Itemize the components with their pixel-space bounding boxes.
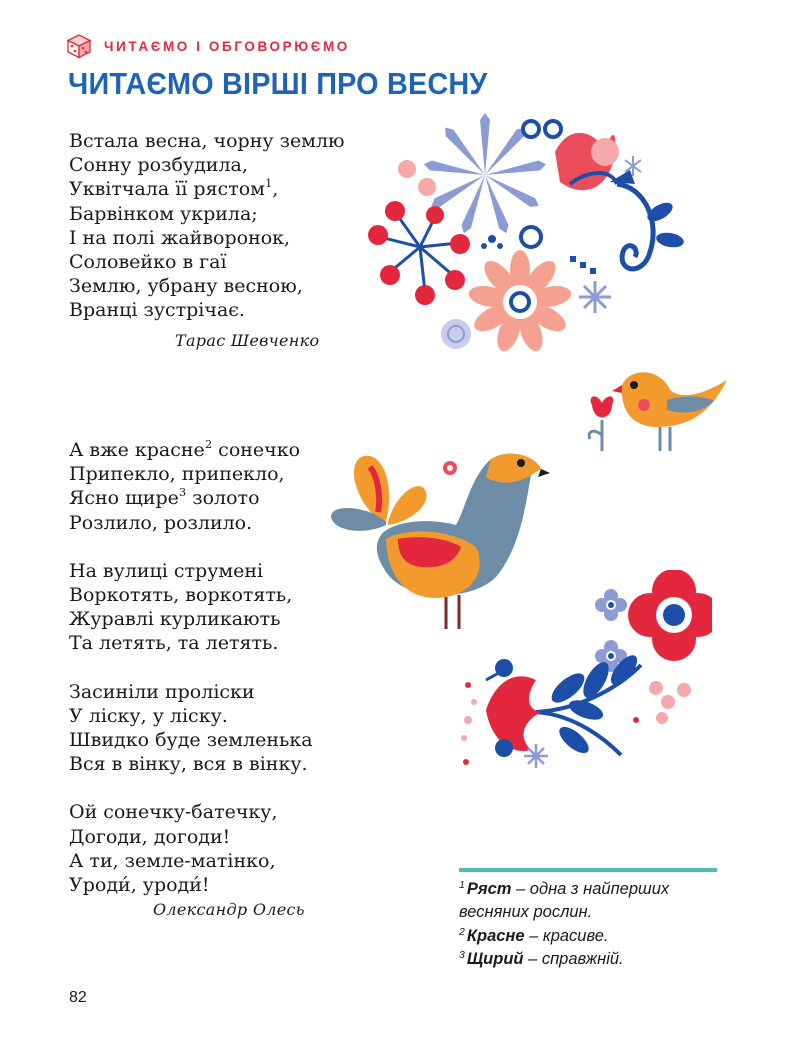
poem-line: Барвінком укрила; [69,202,258,225]
poem-line: Журавлі курликають [69,608,281,631]
cube-icon [66,33,92,59]
poem-line: Розлило, розлило. [69,511,253,534]
poem-line: Соловейко в гаї [69,251,227,274]
poem-line: Швидко буде земленька [69,729,313,752]
poem-line-text: А вже красне [69,439,205,461]
poem-shevchenko [69,129,345,323]
poem-stanza [69,559,313,656]
section-label: ЧИТАЄМО І ОБГОВОРЮЄМО [104,38,350,54]
poem-stanza [69,438,313,535]
poem-line: Припекло, припекло, [69,463,285,486]
poem-line: Догоди, догоди! [69,825,231,848]
poem-line [69,486,313,510]
poem-stanza [69,680,313,777]
footnote-term: Красне [466,926,525,945]
poem-line: Ой сонечку-батечку, [69,801,278,824]
small-bird-illustration [582,365,732,457]
footnote-item [459,948,717,971]
footnotes [459,868,717,972]
poem-line-tail: сонечко [212,439,301,461]
footnote-definition: – справжній. [523,950,624,969]
footnote-item [459,925,717,948]
floral-branch-illustration [456,570,712,775]
poem-line: Та летять, та летять. [69,632,279,655]
footnote-number: 1 [459,879,465,891]
poem-line: А ти, земле-матінко, [69,849,276,872]
section-header [66,33,350,59]
poem-line [69,438,313,462]
poem-author-oles: Олександр Олесь [153,900,305,919]
poem-line: Уроди́, уроди́! [69,874,210,897]
floral-illustration [355,112,700,357]
poem-line-tail: золото [186,487,260,510]
footnote-mark: 1 [264,176,273,191]
poem-line: І на полі жайворонок, [69,226,291,249]
poem-line: Засиніли проліски [69,680,255,703]
footnote-number: 2 [459,925,465,938]
footnote-term: Ряст [466,880,512,898]
poem-stanza [69,800,313,897]
poem-line: Землю, убрану весною, [69,275,303,298]
poem-line: Встала весна, чорну землю [69,130,345,152]
page-number: 82 [69,989,87,1006]
poem-line: Воркотять, воркотять, [69,584,293,607]
poem-author-shevchenko: Тарас Шевченко [175,331,320,350]
footnote-mark: 3 [178,485,187,500]
poem-line: Вранці зустрічає. [69,299,245,322]
footnote-definition: – красиве. [524,926,609,945]
footnote-term: Щирий [466,950,524,969]
footnote-number: 3 [459,949,465,962]
poem-line [69,177,345,201]
footnote-definition: – одна з найперших весняних рослин. [459,880,670,922]
page-title: ЧИТАЄМО ВІРШІ ПРО ВЕСНУ [68,66,488,101]
poem-oles [69,438,313,921]
poem-line: На вулиці струмені [69,559,264,582]
poem-line: Вся в вінку, вся в вінку. [69,753,308,776]
poem-line: Сонну розбудила, [69,154,248,177]
poem-line-text: Уквітчала її рястом [69,178,265,201]
footnote-item [459,878,717,925]
footnote-mark: 2 [204,437,213,451]
poem-line-tail: , [272,178,279,201]
poem-line: У ліску, у ліску. [69,704,228,727]
poem-line-text: Ясно щире [69,487,179,510]
